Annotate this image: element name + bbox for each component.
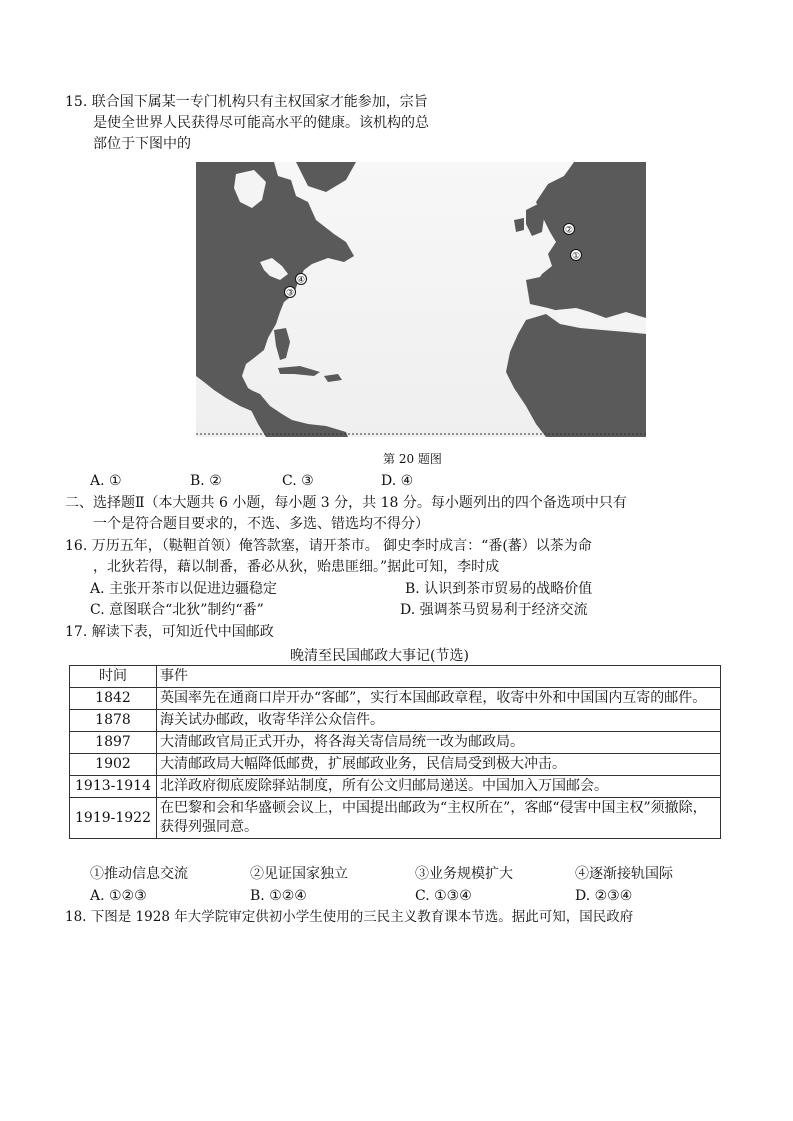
q16-stem-line1: 16. 万历五年，（鞑靼首领）俺答款塞，请开茶市。 御史李时成言：“番(蕃）以茶为命 — [65, 538, 592, 554]
q15-stem-line2: 是使全世界人民获得尽可能高水平的健康。该机构的总 — [93, 115, 429, 131]
q15-stem-line3: 部位于下图中的 — [93, 136, 191, 152]
row-year: 1919-1922 — [70, 798, 157, 839]
postal-events-table — [69, 665, 721, 839]
row-year: 1842 — [70, 688, 157, 710]
row-year: 1902 — [70, 754, 157, 776]
table-row — [70, 732, 721, 754]
q17-statement-4: ④逐渐接轨国际 — [575, 866, 673, 882]
q16-option-b[interactable]: B. 认识到茶市贸易的战略价值 — [405, 581, 593, 597]
q15-option-d[interactable]: D. ④ — [381, 473, 414, 489]
svg-text:①: ① — [571, 251, 581, 262]
table-row — [70, 710, 721, 732]
row-event: 海关试办邮政，收寄华洋公众信件。 — [157, 710, 721, 732]
q17-statement-1: ①推动信息交流 — [90, 866, 188, 882]
q17-table-title: 晚清至民国邮政大事记(节选) — [290, 648, 469, 664]
svg-text:②: ② — [564, 225, 574, 236]
q16-option-a[interactable]: A. 主张开茶市以促进边疆稳定 — [90, 581, 278, 597]
q17-option-a[interactable]: A. ①②③ — [90, 888, 147, 904]
atlantic-map — [196, 162, 646, 437]
q15-option-a[interactable]: A. ① — [90, 473, 122, 489]
q15-option-c[interactable]: C. ③ — [282, 473, 314, 489]
row-event: 大清邮政官局正式开办，将各海关寄信局统一改为邮政局。 — [157, 732, 721, 754]
q15-option-b[interactable]: B. ② — [190, 473, 222, 489]
row-event: 英国率先在通商口岸开办“客邮”，实行本国邮政章程，收寄中外和中国国内互寄的邮件。 — [157, 688, 721, 710]
header-event: 事件 — [157, 666, 721, 688]
row-year: 1897 — [70, 732, 157, 754]
q17-option-c[interactable]: C. ①③④ — [415, 888, 472, 904]
row-event: 大清邮政局大幅降低邮费，扩展邮政业务，民信局受到极大冲击。 — [157, 754, 721, 776]
q16-option-d[interactable]: D. 强调茶马贸易利于经济交流 — [400, 602, 588, 618]
q16-option-c[interactable]: C. 意图联合“北狄”制约“番” — [90, 602, 264, 618]
section2-heading-line2: 一个是符合题目要求的，不选、多选、错选均不得分） — [93, 516, 429, 532]
table-row — [70, 798, 721, 839]
svg-text:④: ④ — [296, 275, 306, 286]
row-event: 北洋政府彻底废除驿站制度，所有公文归邮局递送。中国加入万国邮会。 — [157, 776, 721, 798]
q18-stem: 18. 下图是 1928 年大学院审定供初小学生使用的三民主义教育课本节选。据此可知，国民政府 — [65, 909, 634, 925]
marker-2 — [564, 224, 575, 236]
table-row — [70, 754, 721, 776]
q17-statement-3: ③业务规模扩大 — [415, 866, 513, 882]
q17-option-d[interactable]: D. ②③④ — [575, 888, 633, 904]
row-event: 在巴黎和会和华盛顿会议上，中国提出邮政为“主权所在”，客邮“侵害中国主权”须撤除，获得列强同意。 — [157, 798, 721, 839]
row-year: 1878 — [70, 710, 157, 732]
table-header-row — [70, 666, 721, 688]
marker-4 — [296, 274, 307, 286]
table-row — [70, 688, 721, 710]
q17-statement-2: ②见证国家独立 — [250, 866, 348, 882]
svg-text:③: ③ — [285, 288, 295, 299]
row-year: 1913-1914 — [70, 776, 157, 798]
q16-stem-line2: ，北狄若得，藉以制番，番必从狄，贻患匪细。”据此可知，李时成 — [93, 559, 500, 575]
marker-3 — [285, 287, 296, 299]
marker-1 — [571, 250, 582, 262]
q17-stem: 17. 解读下表，可知近代中国邮政 — [65, 624, 274, 640]
q17-option-b[interactable]: B. ①②④ — [250, 888, 307, 904]
table-row — [70, 776, 721, 798]
header-time: 时间 — [70, 666, 157, 688]
map-caption: 第 20 题图 — [383, 452, 442, 466]
q15-stem-line1: 15. 联合国下属某一专门机构只有主权国家才能参加，宗旨 — [65, 94, 428, 110]
section2-heading-line1: 二、选择题Ⅱ（本大题共 6 小题，每小题 3 分，共 18 分。每小题列出的四个备选项中只有 — [65, 495, 627, 511]
